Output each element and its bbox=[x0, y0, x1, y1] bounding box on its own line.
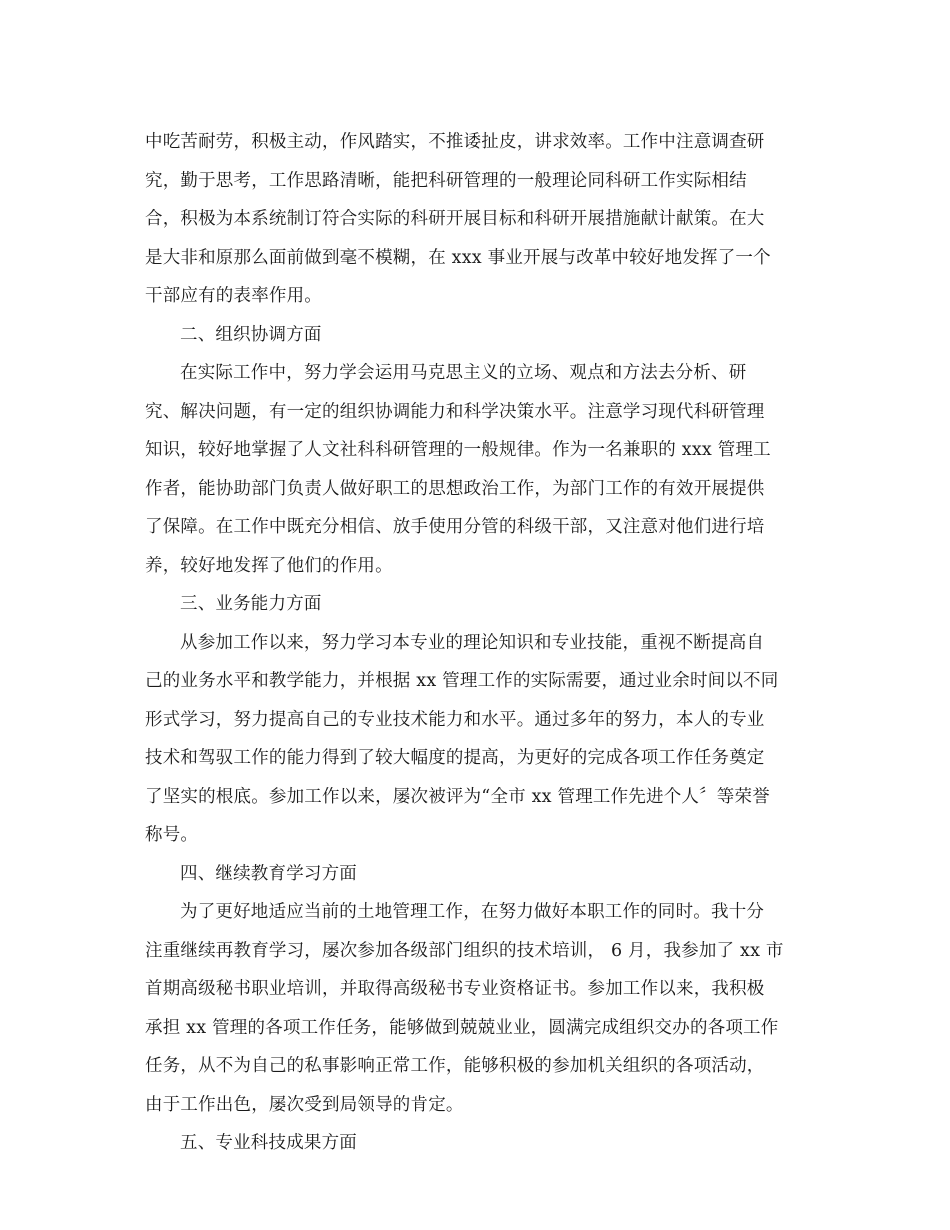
section-heading-business: 三、业务能力方面 bbox=[180, 594, 322, 614]
text-line: 由于工作出色，屡次受到局领导的肯定。 bbox=[145, 1094, 464, 1115]
paragraph-organization bbox=[145, 354, 810, 585]
text-line: 己的业务水平和教学能力，并根据 xx 管理工作的实际需要，通过业余时间以不同 bbox=[145, 671, 779, 691]
paragraph-education bbox=[145, 893, 810, 1124]
section-heading-achievements: 五、专业科技成果方面 bbox=[180, 1133, 357, 1153]
paragraph-business bbox=[145, 624, 810, 855]
text-line: 注重继续再教育学习，屡次参加各级部门组织的技术培训， 6 月，我参加了 xx 市 bbox=[145, 940, 784, 961]
text-line: 作者，能协助部门负责人做好职工的思想政治工作，为部门工作的有效开展提供 bbox=[145, 478, 765, 499]
text-line: 从参加工作以来，努力学习本专业的理论知识和专业技能，重视不断提高自 bbox=[180, 632, 765, 653]
text-line: 知识，较好地掌握了人文社科科研管理的一般规律。作为一名兼职的 xxx 管理工 bbox=[145, 440, 771, 460]
text-line: 称号。 bbox=[145, 825, 199, 845]
section-heading-organization: 二、组织协调方面 bbox=[180, 324, 322, 345]
text-line: 是大非和原那么面前做到毫不模糊，在 xxx 事业开展与改革中较好地发挥了一个 bbox=[145, 247, 771, 268]
text-line: 在实际工作中，努力学会运用马克思主义的立场、观点和方法去分析、研 bbox=[180, 363, 747, 383]
text-line: 为了更好地适应当前的土地管理工作，在努力做好本职工作的同时。我十分 bbox=[180, 902, 765, 922]
text-line: 形式学习，努力提高自己的专业技术能力和水平。通过多年的努力，本人的专业 bbox=[145, 709, 765, 730]
text-line: 任务，从不为自己的私事影响正常工作，能够积极的参加机关组织的各项活动， bbox=[145, 1056, 765, 1076]
section-heading-education: 四、继续教育学习方面 bbox=[180, 863, 357, 884]
text-line: 承担 xx 管理的各项工作任务，能够做到兢兢业业，圆满完成组织交办的各项工作 bbox=[145, 1017, 779, 1038]
paragraph-continuation bbox=[145, 123, 810, 316]
text-line: 了保障。在工作中既充分相信、放手使用分管的科级干部，又注意对他们进行培 bbox=[145, 517, 765, 537]
text-line: 养，较好地发挥了他们的作用。 bbox=[145, 555, 393, 576]
text-line: 首期高级秘书职业培训，并取得高级秘书专业资格证书。参加工作以来，我积极 bbox=[145, 979, 765, 999]
text-line: 技术和驾驭工作的能力得到了较大幅度的提高，为更好的完成各项工作任务奠定 bbox=[145, 748, 765, 768]
text-line: 究，勤于思考，工作思路清晰，能把科研管理的一般理论同科研工作实际相结 bbox=[145, 170, 747, 191]
text-line: 干部应有的表率作用。 bbox=[145, 286, 322, 306]
text-line: 究、解决问题，有一定的组织协调能力和科学决策水平。注意学习现代科研管理 bbox=[145, 401, 765, 422]
text-line: 中吃苦耐劳，积极主动，作风踏实，不推诿扯皮，讲求效率。工作中注意调查研 bbox=[145, 132, 765, 152]
text-line: 合，积极为本系统制订符合实际的科研开展目标和科研开展措施献计献策。在大 bbox=[145, 209, 765, 229]
document-body bbox=[145, 123, 810, 1163]
text-line: 了坚实的根底。参加工作以来，屡次被评为“全市 xx 管理工作先进个人〞等荣誉 bbox=[145, 786, 770, 807]
